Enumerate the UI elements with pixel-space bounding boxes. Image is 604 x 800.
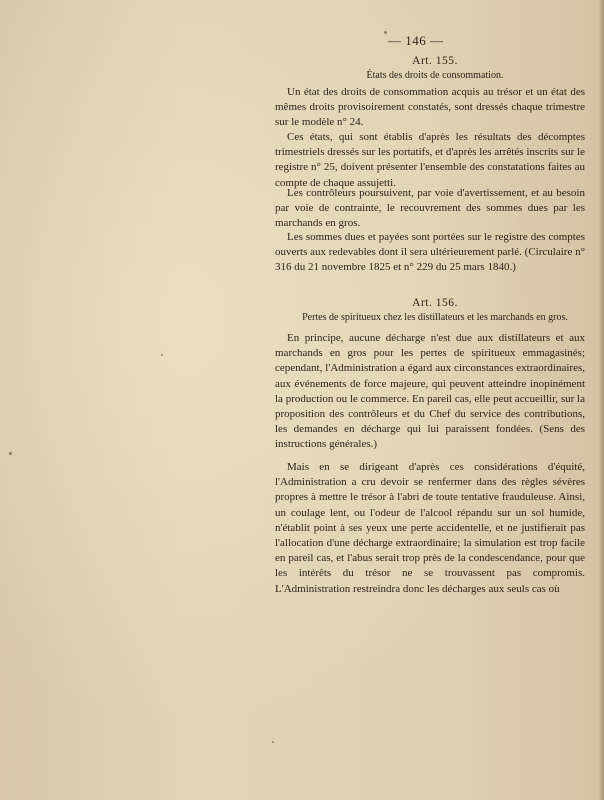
article-156-subtitle: Pertes de spiritueux chez les distillateurs et les marchands en gros. [302, 312, 568, 323]
ink-spot [161, 354, 163, 356]
article-155-title: Art. 155. [412, 55, 458, 67]
ink-spot [272, 741, 274, 743]
article-155-paragraph-1: Un état des droits de consommation acquis au trésor et un état des mêmes droits provisoirement constatés, sont dressés chaque trimestre sur le modèle n° 24. [275, 86, 585, 129]
article-156-title: Art. 156. [412, 297, 458, 309]
article-155-paragraph-4: Les sommes dues et payées sont portées sur le registre des comptes ouverts aux redevables dont il sera ultérieurement parlé. (Circulaire n° 316 du 21 novembre 1825 et n° 229 du 25 mars 1840.) [275, 231, 585, 274]
article-155-paragraph-2: Ces états, qui sont établis d'après les résultats des décomptes trimestriels dressés sur les portatifs, et d'après les arrêtés inscrits sur le registre n° 25, doivent présenter l'ensemble des constatations faites au compte de chaque assujetti. [275, 131, 585, 189]
page-number: — 146 — [388, 33, 444, 48]
ink-spot [9, 452, 12, 455]
article-156-paragraph-1: En principe, aucune décharge n'est due aux distillateurs et aux marchands en gros pour les pertes de spiritueux emmagasinés; cependant, l'Administration a égard aux circonstances extraordinaires, aux événements de force majeure, qui peuvent atteindre inopinément la production ou le commerce. En pareil cas, elle peut accueillir, sur la proposition des contrôleurs et du Chef du service des contributions, les demandes en décharge qui lui paraissent fondées. (Sens des instructions générales.) [275, 332, 585, 451]
article-155-subtitle: États des droits de consommation. [366, 70, 504, 81]
page-spine-shadow [598, 0, 604, 800]
ink-spot [384, 31, 387, 34]
article-155-paragraph-3: Les contrôleurs poursuivent, par voie d'avertissement, et au besoin par voie de contrainte, le recouvrement des sommes dues par les marchands en gros. [275, 187, 585, 230]
article-156-paragraph-2: Mais en se dirigeant d'après ces considérations d'équité, l'Administration a cru devoir se renfermer dans des règles sévères propres à mettre le trésor à l'abri de toute tentative frauduleuse. Ainsi, un coulage lent, ou l'odeur de l'alcool répandu sur un sol humide, n'établit point à ses yeux une perte accidentelle, et ne justifierait pas l'allocation d'une décharge extraordinaire; la simulation est trop facile en pareil cas, et l'abus serait trop près de la condescendance, pour que les intérêts du trésor ne se trouvassent pas compromis. L'Administration restreindra donc les décharges aux seuls cas où [275, 461, 585, 595]
